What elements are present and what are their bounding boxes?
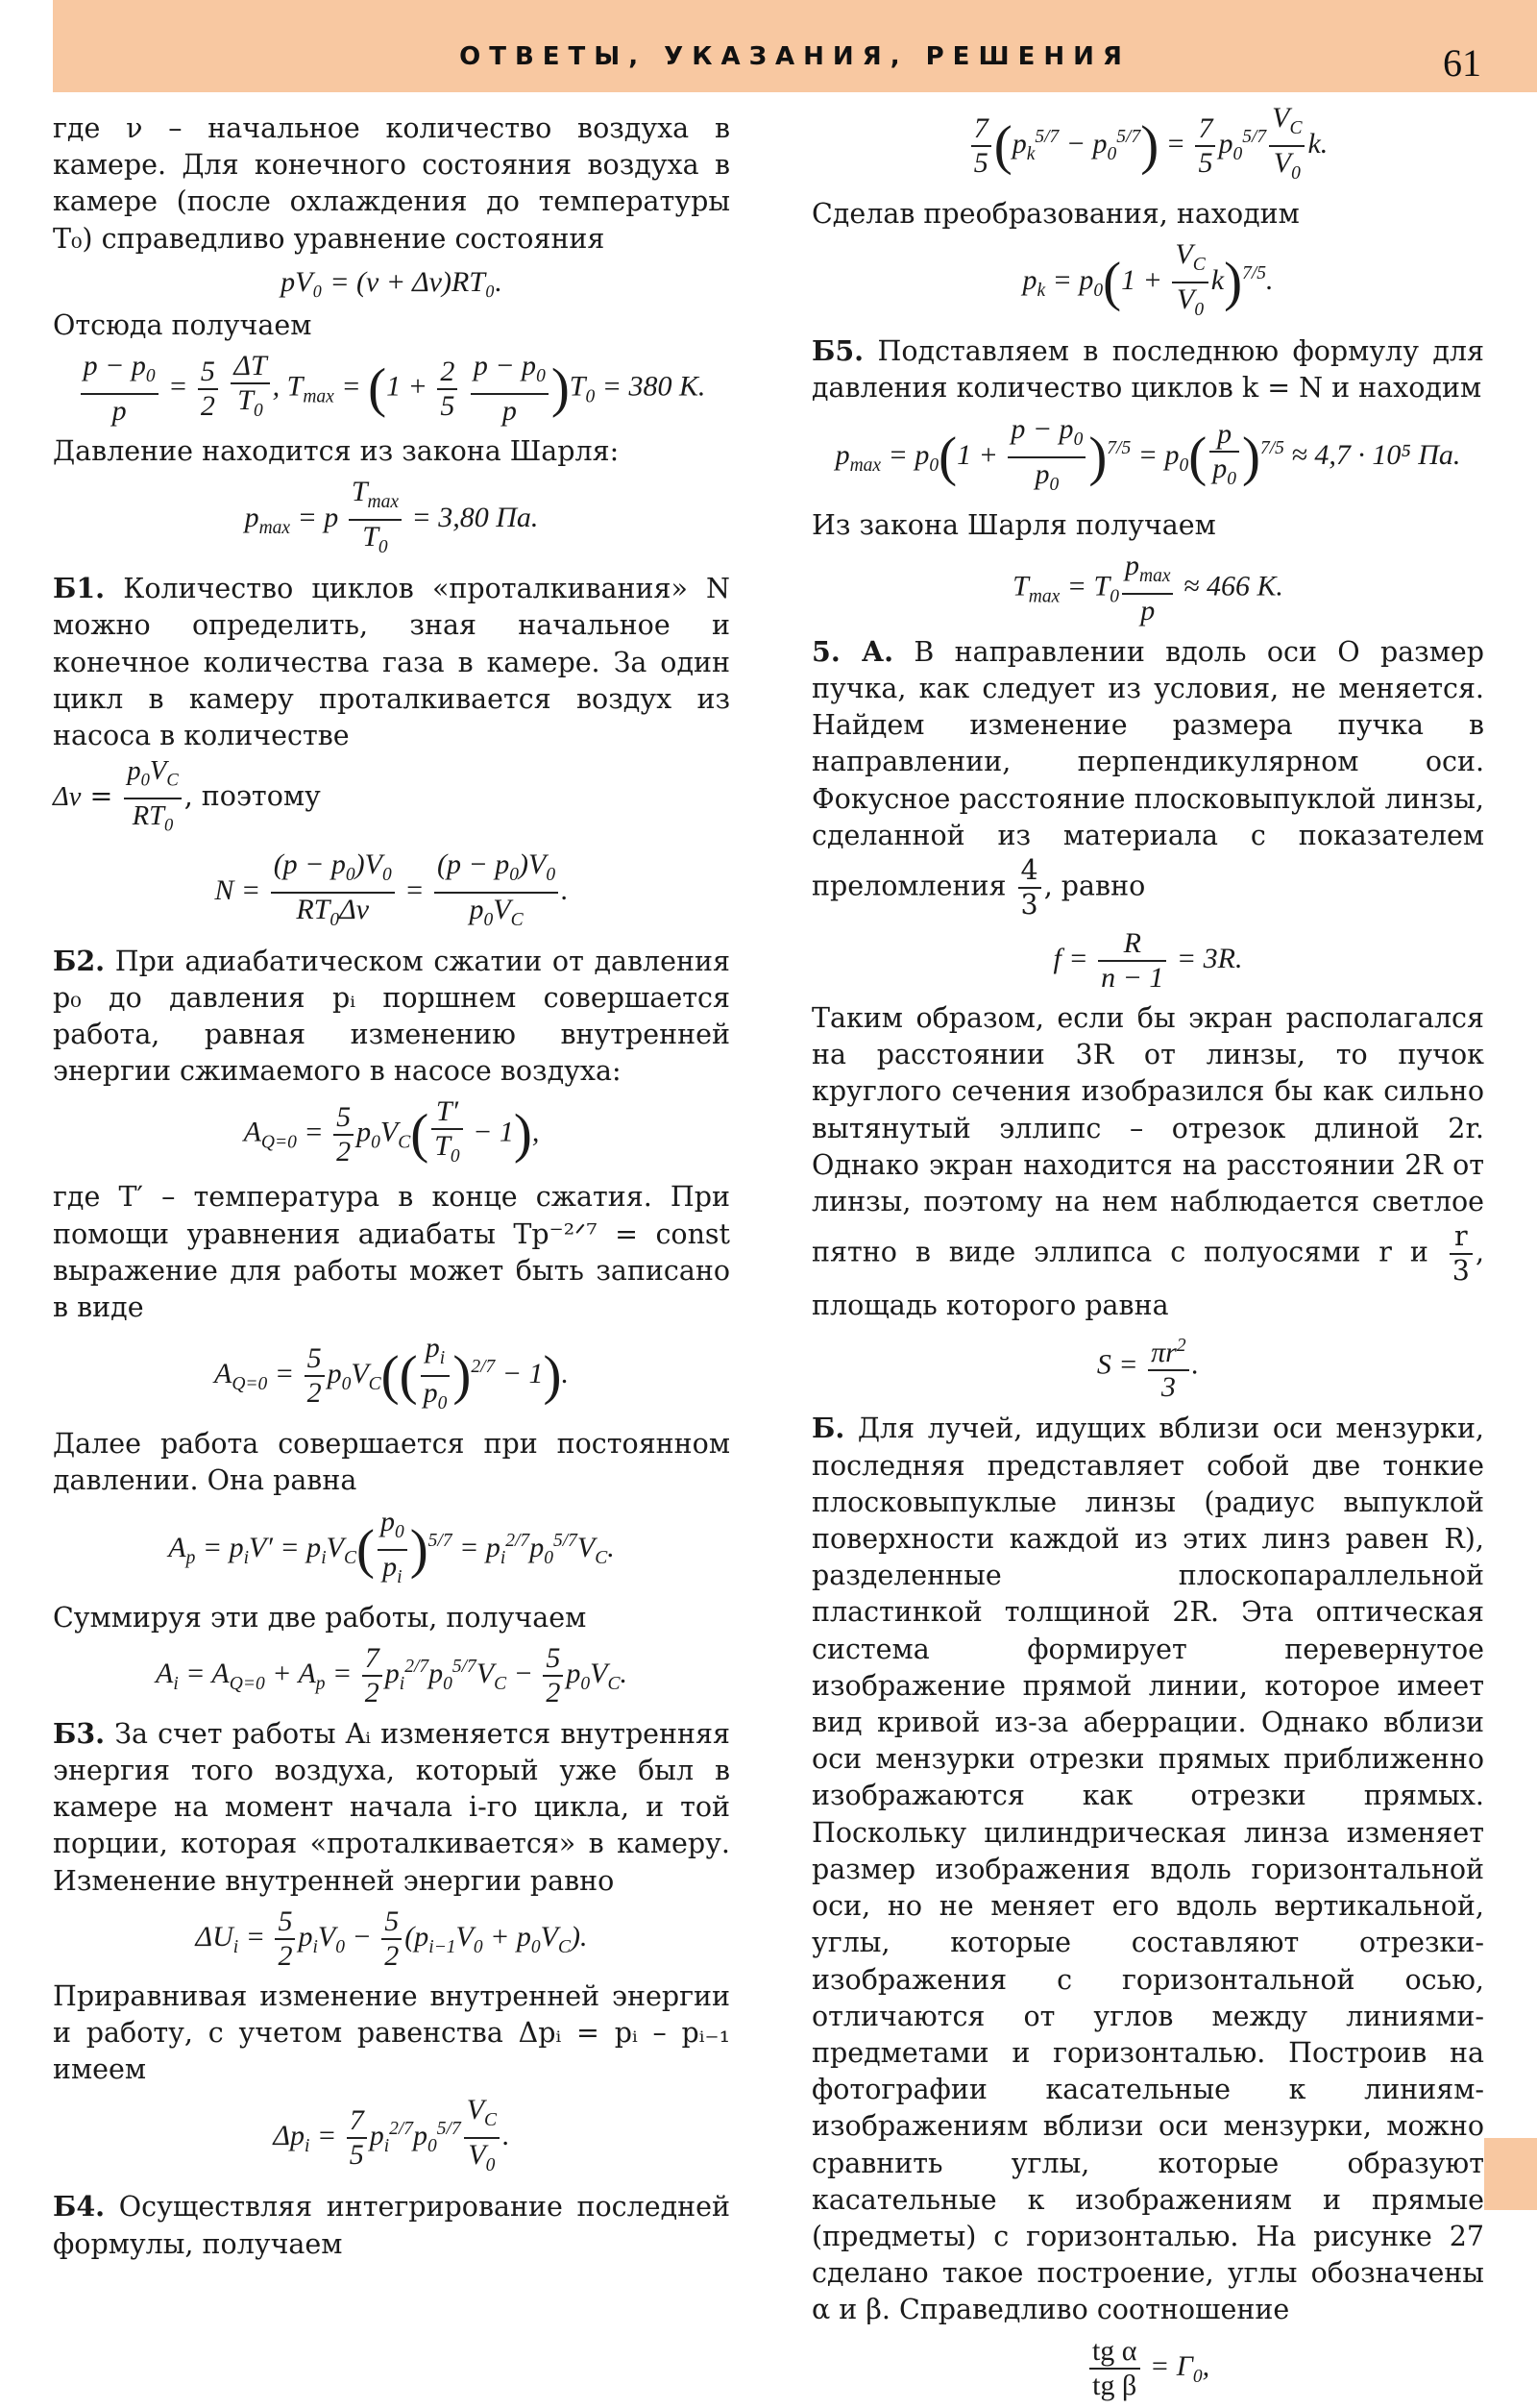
fraction: $\frac{7}{5}$ — [347, 2104, 367, 2172]
paragraph-text: При адиабатическом сжатии от давления p₀ до давления pᵢ поршнем совершается работа, равная изменению внутренней энергии сжимаемого в насосе воздуха: — [53, 945, 730, 1088]
paragraph-text: , поэтому — [183, 780, 321, 813]
paragraph: Далее работа совершается при постоянном давлении. Она равна — [53, 1428, 730, 1497]
section-label: Б2. — [53, 944, 106, 977]
paragraph: Суммируя эти две работы, получаем — [53, 1601, 587, 1634]
fraction: $\frac{5}{2}$ — [305, 1342, 325, 1410]
right-column — [812, 96, 1484, 2408]
fraction: $\frac{(p - p_0)V_0}{RT_0\Delta\nu}$ — [271, 848, 395, 937]
equation-result: = 380 К. — [601, 370, 706, 403]
running-header: ОТВЕТЫ, УКАЗАНИЯ, РЕШЕНИЯ — [459, 42, 1131, 71]
equation-tmax: $\frac{p - p_0}{p}$ = $\frac{5}{2}$ $\frac{\Delta T}{T_0}$ , $T_{max} = (1$ + $\frac{2}{5}$ $\frac{p - p_0}{p}$ )$T_0 = 380$ К. — [53, 350, 730, 428]
fraction: $\frac{V_C}{V_0}$ — [1172, 238, 1208, 327]
section-b4 — [53, 2188, 730, 2262]
fraction: $\frac{7}{5}$ — [971, 112, 991, 180]
paragraph-text: Таким образом, если бы экран располагался на расстоянии 3R от линзы, то пучок круглого сечения изобразился бы как сильно вытянутый эллипс – отрезок длиной 2r. Однако экран находится на расстоянии 2R от линзы, поэтому на нем наблюдается светлое пятно в виде эллипса с полуосями r и — [812, 1002, 1484, 1268]
fraction: $\frac{p_0V_C}{RT_0}$ — [124, 754, 181, 842]
equation-focal-length: f = $\frac{R}{n - 1}$ = 3R. — [1053, 927, 1243, 995]
paragraph-text: Количество циклов «проталкивания» N можно определить, зная начальное и конечное количества газа в камере. За один цикл в камеру проталкивается воздух из насоса в количестве — [53, 573, 730, 752]
header-band — [53, 0, 1537, 92]
fraction: $\frac{(p - p_0)V_0}{p_0V_C}$ — [434, 848, 558, 937]
equation-internal-energy: $\Delta U_i$ = $\frac{5}{2}$ $p_iV_0$ − $\frac{5}{2}$ $(p_{i-1}V_0 + p_0V_C)$. — [195, 1904, 588, 1972]
fraction: $\frac{7}{5}$ — [1195, 112, 1215, 180]
fraction: $\frac{T_{max}}{T_0}$ — [349, 476, 402, 564]
fraction: $\frac{p - p_0}{p}$ — [81, 350, 159, 428]
fraction: $\frac{7}{2}$ — [362, 1642, 382, 1709]
paragraph-text: , равно — [1043, 870, 1146, 902]
section-b2 — [53, 943, 730, 1091]
section-label: Б1. — [53, 572, 106, 605]
equation-delta-p: $\Delta p_i$ = $\frac{7}{5}$ $p_i^{2/7}p_0^{5/7}$ $\frac{V_C}{V_0}$ . — [53, 2094, 730, 2182]
paragraph-text: Осуществляя интегрирование последней формулы, получаем — [53, 2191, 730, 2260]
equation-result: = 3,80 Па. — [411, 502, 539, 534]
equation-result: ≈ 4,7 · 10⁵ Па. — [1291, 438, 1461, 471]
equation-area: S = $\frac{\pi r^2}{3}$ . — [812, 1330, 1484, 1404]
fraction: $\frac{p - p_0}{p_0}$ — [1008, 413, 1086, 502]
section-label: Б4. — [53, 2190, 106, 2224]
equation-state: pV₀ = (ν + Δν)RT₀. — [281, 265, 502, 298]
paragraph — [812, 1000, 1484, 1324]
paragraph-text: , площадь которого равна — [812, 1236, 1484, 1322]
paragraph-text: Для лучей, идущих вблизи оси мензурки, последняя представляет собой две тонкие плосковыпуклые линзы (радиус выпуклой поверхности каждой из этих линз равен R), разделенные плоскопараллельной пластинкой толщиной 2R. Эта оптическая система формирует перевернутое изображение прямой линии, которое имеет вид кривой из-за аберрации. Однако вблизи оси мензурки отрезки прямых приближенно изображаются как отрезки прямых. Поскольку цилиндрическая линза изменяет размер изображения вдоль горизонтальной оси, но не меняет его вдоль вертикальной, углы, которые составляют отрезки-изображения с горизонтальной осью, отличаются от углов между линиями-предметами и горизонталью. Построив на фотографии касательные к линиям-изображениям вблизи оси мензурки, можно сравнить углы, которые образуют касательные к изображениям и прямые (предметы) с горизонталью. На рисунке 27 сделано такое построение, углы обозначены α и β. Справедливо соотношение — [812, 1413, 1484, 2326]
paragraph: Давление находится из закона Шарля: — [53, 435, 620, 468]
equation-pmax: $p_{max} = p$ $\frac{T_{max}}{T_0}$ = 3,80 Па. — [53, 476, 730, 564]
fraction: $\frac{R}{n - 1}$ — [1098, 927, 1166, 995]
page-number: 61 — [1443, 41, 1481, 85]
section-b5 — [812, 332, 1484, 406]
equation-result: ≈ 466 К. — [1183, 570, 1283, 602]
paragraph: Отсюда получаем — [53, 308, 312, 341]
fraction: $\frac{V_C}{V_0}$ — [1269, 102, 1305, 190]
paragraph-text: Подставляем в последнюю формулу для давления количество циклов k = N и находим — [812, 335, 1484, 405]
paragraph: Δν = $\frac{p_0V_C}{RT_0}$ , поэтому — [53, 754, 730, 842]
fraction: $\frac{5}{2}$ — [381, 1905, 402, 1973]
fraction: $\frac{\Delta T}{T_0}$ — [231, 350, 269, 428]
fraction: $\frac{T'}{T_0}$ — [431, 1095, 462, 1173]
section-label: Б. — [812, 1412, 845, 1445]
fraction: $\frac{5}{2}$ — [543, 1642, 563, 1709]
left-column — [53, 111, 730, 2263]
fraction: $\frac{5}{2}$ — [333, 1101, 354, 1168]
equation-n: N = $\frac{(p - p_0)V_0}{RT_0\Delta\nu}$ = $\frac{(p - p_0)V_0}{p_0V_C}$ . — [53, 848, 730, 937]
fraction: $\frac{4}{3}$ — [1018, 854, 1041, 921]
equation-total-work: $A_i = A_{Q=0} + A_p$ = $\frac{7}{2}$ $p_i^{2/7}p_0^{5/7}V_C$ − $\frac{5}{2}$ $p_0V_C$. — [155, 1641, 627, 1708]
equation-magnification: $\frac{\text{tg α}}{\text{tg β}}$ = $\Gamma_0$, — [812, 2335, 1484, 2402]
section-label: 5. А. — [812, 634, 894, 668]
section-b1 — [53, 570, 730, 754]
fraction: $\frac{p_{max}}{p}$ — [1122, 550, 1174, 627]
section-5a — [812, 633, 1484, 921]
section-b3 — [53, 1715, 730, 1900]
equation-adiabatic-work-2: $A_{Q=0}$ = $\frac{5}{2}$ $p_0V_C$(( $\frac{p_i}{p_0}$ )$^{2/7}$ − 1). — [53, 1332, 730, 1420]
side-tab-decoration — [1484, 2138, 1537, 2210]
fraction: $\frac{5}{2}$ — [275, 1905, 295, 1973]
section-label: Б3. — [53, 1716, 106, 1750]
paragraph-text: За счет работы Aᵢ изменяется внутренняя энергия того воздуха, который уже был в камере на момент начала i-го цикла, и той порции, которая «проталкивается» в камеру. Изменение внутренней энергии равно — [53, 1717, 730, 1897]
fraction: $\frac{p_i}{p_0}$ — [421, 1332, 451, 1420]
section-label: Б5. — [812, 334, 865, 368]
equation-isobaric-work: $A_p = p_iV' = p_iV_C$( $\frac{p_0}{p_i}$ )$^{5/7} = p_i^{2/7}p_0^{5/7}V_C$. — [53, 1506, 730, 1594]
fraction: $\frac{2}{5}$ — [437, 356, 457, 423]
fraction: $\frac{p - p_0}{p}$ — [471, 350, 549, 428]
fraction: $\frac{\pi r^2}{3}$ — [1148, 1330, 1188, 1404]
fraction: $\frac{r}{3}$ — [1450, 1220, 1473, 1288]
paragraph: Из закона Шарля получаем — [812, 508, 1216, 541]
fraction: $\frac{5}{2}$ — [198, 356, 218, 423]
fraction: $\frac{V_C}{V_0}$ — [464, 2094, 500, 2182]
section-b — [812, 1410, 1484, 2328]
paragraph: Сделав преобразования, находим — [812, 198, 1300, 230]
equation-adiabatic-work: $A_{Q=0}$ = $\frac{5}{2}$ $p_0V_C$( $\frac{T'}{T_0}$ − 1), — [53, 1095, 730, 1173]
paragraph: Приравнивая изменение внутренней энергии и работу, с учетом равенства Δpᵢ = pᵢ – pᵢ₋₁ имеем — [53, 1979, 730, 2086]
fraction: $\frac{p}{p_0}$ — [1209, 418, 1239, 496]
equation-integral: $\frac{7}{5}$ $(p_k^{5/7} - p_0^{5/7})$ = $\frac{7}{5}$ $p_0^{5/7}$ $\frac{V_C}{V_0}$ k. — [812, 102, 1484, 190]
equation-pmax-final: $p_{max} = p_0(1$ + $\frac{p - p_0}{p_0}$ )$^{7/5} = p_0$( $\frac{p}{p_0}$ )$^{7/5}$ ≈ 4,7 · 10⁵ Па. — [812, 413, 1484, 502]
equation-pk: $p_k = p_0(1$ + $\frac{V_C}{V_0}$ k)$^{7/5}$. — [812, 238, 1484, 327]
fraction: $\frac{p_0}{p_i}$ — [378, 1506, 407, 1594]
paragraph: где ν – начальное количество воздуха в камере. Для конечного состояния воздуха в камере (после охлаждения до температуры T₀) справедливо уравнение состояния — [53, 112, 730, 255]
fraction: $\frac{\text{tg α}}{\text{tg β}}$ — [1089, 2335, 1140, 2402]
paragraph-text: В направлении вдоль оси O размер пучка, как следует из условия, не меняется. Найдем изменение размера пучка в направлении, перпендикулярном оси. Фокусное расстояние плосковыпуклой линзы, сделанной из материала с показателем преломления — [812, 635, 1484, 902]
equation-tmax-final: $T_{max} = T_0$ $\frac{p_{max}}{p}$ ≈ 466 К. — [1012, 549, 1283, 627]
paragraph: где T′ – температура в конце сжатия. При помощи уравнения адиабаты Tp⁻²ᐟ⁷ = const выражение для работы может быть записано в виде — [53, 1181, 730, 1324]
